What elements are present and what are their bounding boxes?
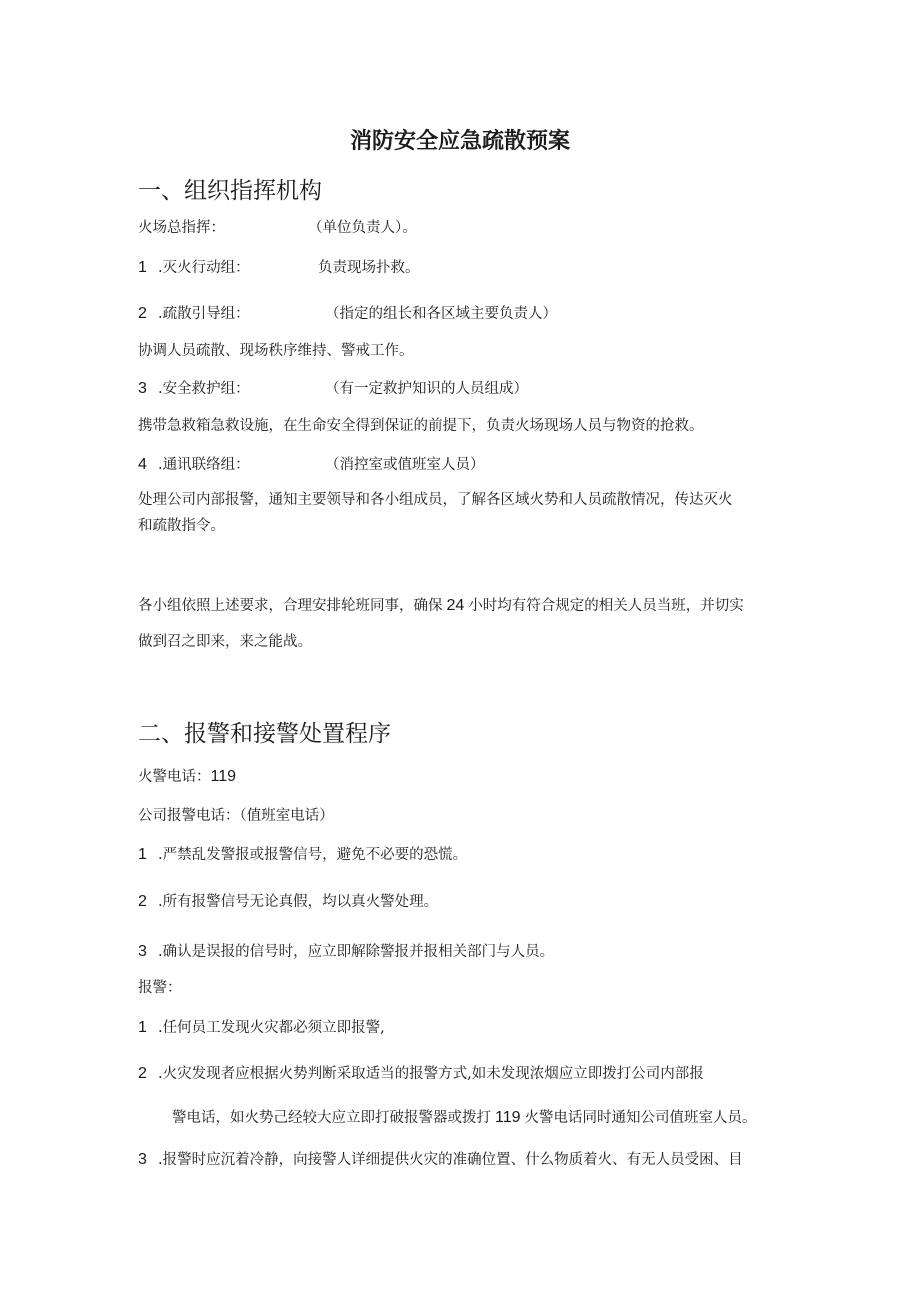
rule-2-text: .所有报警信号无论真假，均以真火警处理。 (158, 894, 439, 910)
alarm-heading: 报警： (138, 980, 182, 996)
company-phone-line: 公司报警电话：（值班室电话） (138, 808, 334, 824)
alarm-3-text: .报警时应沉着冷静，向接警人详细提供火灾的准确位置、什么物质着火、有无人员受困、目 (158, 1152, 743, 1168)
rule-1-num: 1 (138, 846, 147, 863)
section1-heading: 一、组织指挥机构 (138, 178, 322, 204)
fire-phone-line (138, 765, 236, 786)
alarm-2-continuation (172, 1106, 757, 1127)
closing-line2: 做到召之即来，来之能战。 (138, 634, 312, 650)
commander-label: 火场总指挥： (138, 220, 225, 236)
closing-line1 (138, 594, 744, 615)
org-item-1 (138, 256, 420, 277)
rule-2 (138, 890, 438, 911)
fire-phone-number: 119 (210, 768, 237, 785)
rule-3 (138, 940, 554, 961)
org-item-2-note: （指定的组长和各区域主要负责人） (325, 306, 557, 322)
org-item-2-num: 2 (138, 305, 147, 322)
alarm-3 (138, 1148, 743, 1169)
commander-line (138, 216, 417, 237)
closing-line1-b: 小时均有符合规定的相关人员当班，并切实 (468, 598, 744, 614)
org-item-4-desc-line1: 处理公司内部报警，通知主要领导和各小组成员，了解各区域火势和人员疏散情况，传达灭火 (138, 492, 733, 508)
alarm-1 (138, 1016, 385, 1037)
rule-2-num: 2 (138, 893, 147, 910)
alarm-2-num: 2 (138, 1065, 147, 1082)
document-title: 消防安全应急疏散预案 (349, 128, 570, 154)
rule-3-num: 3 (138, 943, 147, 960)
rule-3-text: .确认是误报的信号时，应立即解除警报并报相关部门与人员。 (158, 944, 555, 960)
org-item-3-desc: 携带急救箱急救设施，在生命安全得到保证的前提下，负责火场现场人员与物资的抢救。 (138, 418, 704, 434)
rule-1-text: .严禁乱发警报或报警信号，避免不必要的恐慌。 (158, 847, 468, 863)
org-item-3-label: .安全救护组： (158, 381, 250, 397)
org-item-4-desc-line2: 和疏散指令。 (138, 518, 225, 534)
closing-line1-a: 各小组依照上述要求，合理安排轮班同事，确保 (138, 598, 443, 614)
fire-phone-label: 火警电话： (138, 769, 211, 785)
org-item-1-note: 负责现场扑救。 (318, 260, 420, 276)
rule-1 (138, 843, 467, 864)
alarm-2-cont-num: 119 (495, 1109, 521, 1126)
org-item-1-num: 1 (138, 259, 147, 276)
alarm-2-cont-a: 警电话，如火势己经较大应立即打破报警器或拨打 (172, 1110, 491, 1126)
alarm-1-text: .任何员工发现火灾都必须立即报警, (158, 1020, 385, 1036)
org-item-1-label: .灭火行动组： (158, 260, 250, 276)
org-item-4-num: 4 (138, 456, 147, 473)
org-item-3-note: （有一定救护知识的人员组成） (325, 381, 528, 397)
alarm-3-num: 3 (138, 1151, 147, 1168)
org-item-4 (138, 453, 485, 474)
org-item-3-num: 3 (138, 380, 147, 397)
org-item-2-label: .疏散引导组： (158, 306, 250, 322)
commander-note: （单位负责人）。 (308, 220, 417, 236)
section2-heading: 二、报警和接警处置程序 (138, 721, 391, 747)
org-item-4-label: .通讯联络组： (158, 457, 250, 473)
alarm-1-num: 1 (138, 1019, 147, 1036)
alarm-2-text: .火灾发现者应根据火势判断采取适当的报警方式,如未发现浓烟应立即拨打公司内部报 (158, 1066, 704, 1082)
org-item-4-note: （消控室或值班室人员） (325, 457, 485, 473)
org-item-3 (138, 377, 528, 398)
alarm-2 (138, 1062, 704, 1083)
org-item-2 (138, 302, 557, 323)
org-item-2-desc: 协调人员疏散、现场秩序维持、警戒工作。 (138, 343, 414, 359)
alarm-2-cont-b: 火警电话同时通知公司值班室人员。 (524, 1110, 757, 1126)
closing-line1-num: 24 (446, 597, 465, 614)
